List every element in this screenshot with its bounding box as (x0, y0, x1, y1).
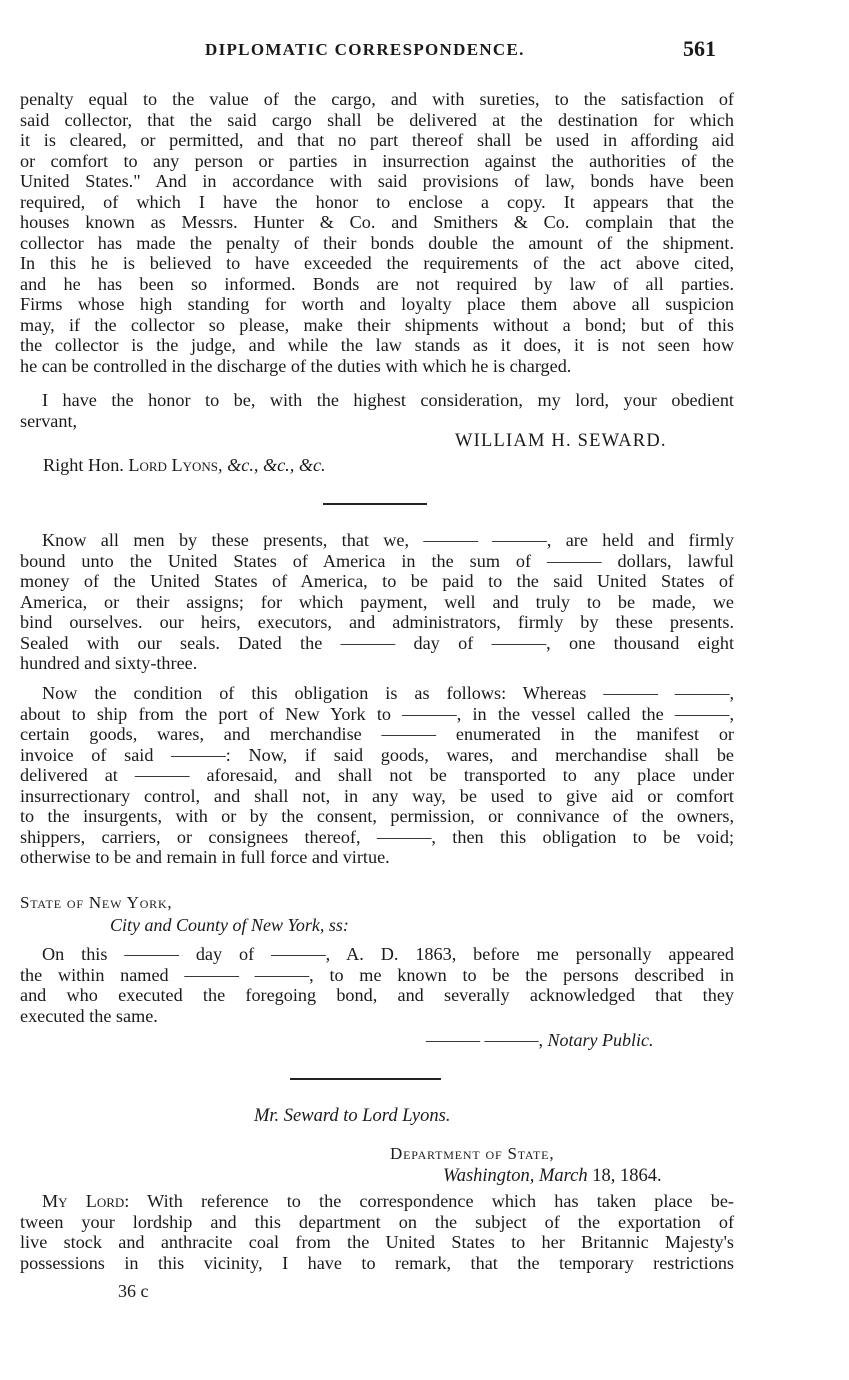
text-line: houses known as Messrs. Hunter & Co. and Smithers & Co. complain that the (20, 212, 734, 232)
text-line: Know all men by these presents, that we, ——— ———, are held and firmly (42, 530, 734, 550)
text-line: executed the same. (20, 1005, 158, 1026)
addressee-name: Lord Lyons (128, 455, 218, 475)
letter-title: Mr. Seward to Lord Lyons. (254, 1106, 451, 1126)
department-heading: Department of State, (390, 1144, 555, 1163)
text-line: Sealed with our seals. Dated the ——— day of ———, one thousand eight (20, 632, 734, 653)
text-line: the within named ——— ———, to me known to be the persons described in (20, 964, 734, 985)
bond-condition (20, 683, 734, 868)
closing-line: servant, (20, 410, 78, 431)
page-header (0, 36, 849, 66)
text-line: and who executed the foregoing bond, and severally acknowledged that they (20, 985, 734, 1005)
text-line: certain goods, wares, and merchandise ——— enumerated in the manifest or (20, 724, 734, 744)
text-line: bind ourselves. our heirs, executors, and administrators, firmly by these presents. (20, 612, 734, 632)
addressee-suffix: , &c., &c., &c. (218, 455, 326, 475)
text-line-rest: : With reference to the correspondence which has taken place be- (124, 1191, 734, 1211)
text-line: In this he is believed to have exceeded the requirements of the act above cited, (20, 253, 734, 273)
state-heading: State of New York, (20, 893, 173, 912)
text-line: bound unto the United States of America in the sum of ——— dollars, lawful (20, 550, 734, 571)
dateline (443, 1166, 662, 1187)
notary-title: Notary Public. (547, 1030, 654, 1050)
section-divider (290, 1078, 441, 1080)
text-line: or comfort to any person or parties in insurrection against the authorities of the (20, 150, 734, 171)
text-line: it is cleared, or permitted, and that no part thereof shall be used in affording aid (20, 130, 734, 150)
text-line: said collector, that the said cargo shall be delivered at the destination for which (20, 109, 734, 130)
running-title: DIPLOMATIC CORRESPONDENCE. (205, 40, 525, 59)
text-line: money of the United States of America, to be paid to the said United States of (20, 571, 734, 591)
dateline-date: 18, 1864. (587, 1166, 662, 1186)
text-line: may, if the collector so please, make their shipments without a bond; but of this (20, 314, 734, 335)
letter2-body (20, 1191, 734, 1273)
text-line: about to ship from the port of New York to ———, in the vessel called the ———, (20, 703, 734, 724)
text-line: he can be controlled in the discharge of the duties with which he is charged. (20, 355, 572, 376)
addressee-prefix: Right Hon. (43, 455, 129, 475)
addressee (43, 455, 326, 476)
text-line: tween your lordship and this department on the subject of the exportation of (20, 1211, 734, 1232)
text-line: America, or their assigns; for which payment, well and truly to be made, we (20, 591, 734, 612)
text-line: to the insurgents, with or by the consent, permission, or connivance of the owners, (20, 806, 734, 826)
text-line: the collector is the judge, and while the law stands as it does, it is not seen how (20, 335, 734, 355)
salutation: My Lord (42, 1191, 125, 1211)
text-line: required, of which I have the honor to enclose a copy. It appears that the (20, 191, 734, 212)
notary-line (426, 1030, 654, 1051)
affidavit-body (20, 944, 734, 1026)
text-line: United States." And in accordance with said provisions of law, bonds have been (20, 171, 734, 191)
signature: WILLIAM H. SEWARD. (455, 431, 667, 451)
text-line: delivered at ——— aforesaid, and shall not be transported to any place under (20, 765, 734, 785)
bond-body (20, 530, 734, 674)
text-line (20, 1191, 734, 1212)
text-line: possessions in this vicinity, I have to remark, that the temporary restrictions (20, 1252, 734, 1273)
text-line: invoice of said ———: Now, if said goods, wares, and merchandise shall be (20, 744, 734, 765)
text-line: otherwise to be and remain in full force and virtue. (20, 847, 390, 867)
letter1-body (20, 89, 734, 376)
page-number: 561 (683, 36, 716, 61)
text-line: Now the condition of this obligation is as follows: Whereas ——— ———, (42, 683, 734, 703)
county-heading: City and County of New York, ss: (110, 915, 349, 935)
text-line: collector has made the penalty of their bonds double the amount of the shipment. (20, 232, 734, 253)
text-line: shippers, carriers, or consignees thereof, ———, then this obligation to be void; (20, 826, 734, 847)
closing-line: I have the honor to be, with the highest consideration, my lord, your obedient (42, 390, 734, 410)
letter1-closing (20, 390, 734, 431)
dateline-place: Washington, March (443, 1166, 588, 1186)
text-line: live stock and anthracite coal from the United States to her Britannic Majesty's (20, 1232, 734, 1252)
text-line: Firms whose high standing for worth and loyalty place them above all suspicion (20, 294, 734, 314)
text-line: hundred and sixty-three. (20, 653, 198, 673)
section-divider (323, 503, 427, 505)
text-line: and he has been so informed. Bonds are not required by law of all parties. (20, 273, 734, 294)
text-line: insurrectionary control, and shall not, in any way, be used to give aid or comfort (20, 785, 734, 806)
notary-blank: ——— ———, (426, 1030, 548, 1050)
text-line: penalty equal to the value of the cargo, and with sureties, to the satisfaction of (20, 89, 734, 109)
text-line: On this ——— day of ———, A. D. 1863, before me personally appeared (42, 944, 734, 964)
signature-mark: 36 c (118, 1281, 149, 1301)
